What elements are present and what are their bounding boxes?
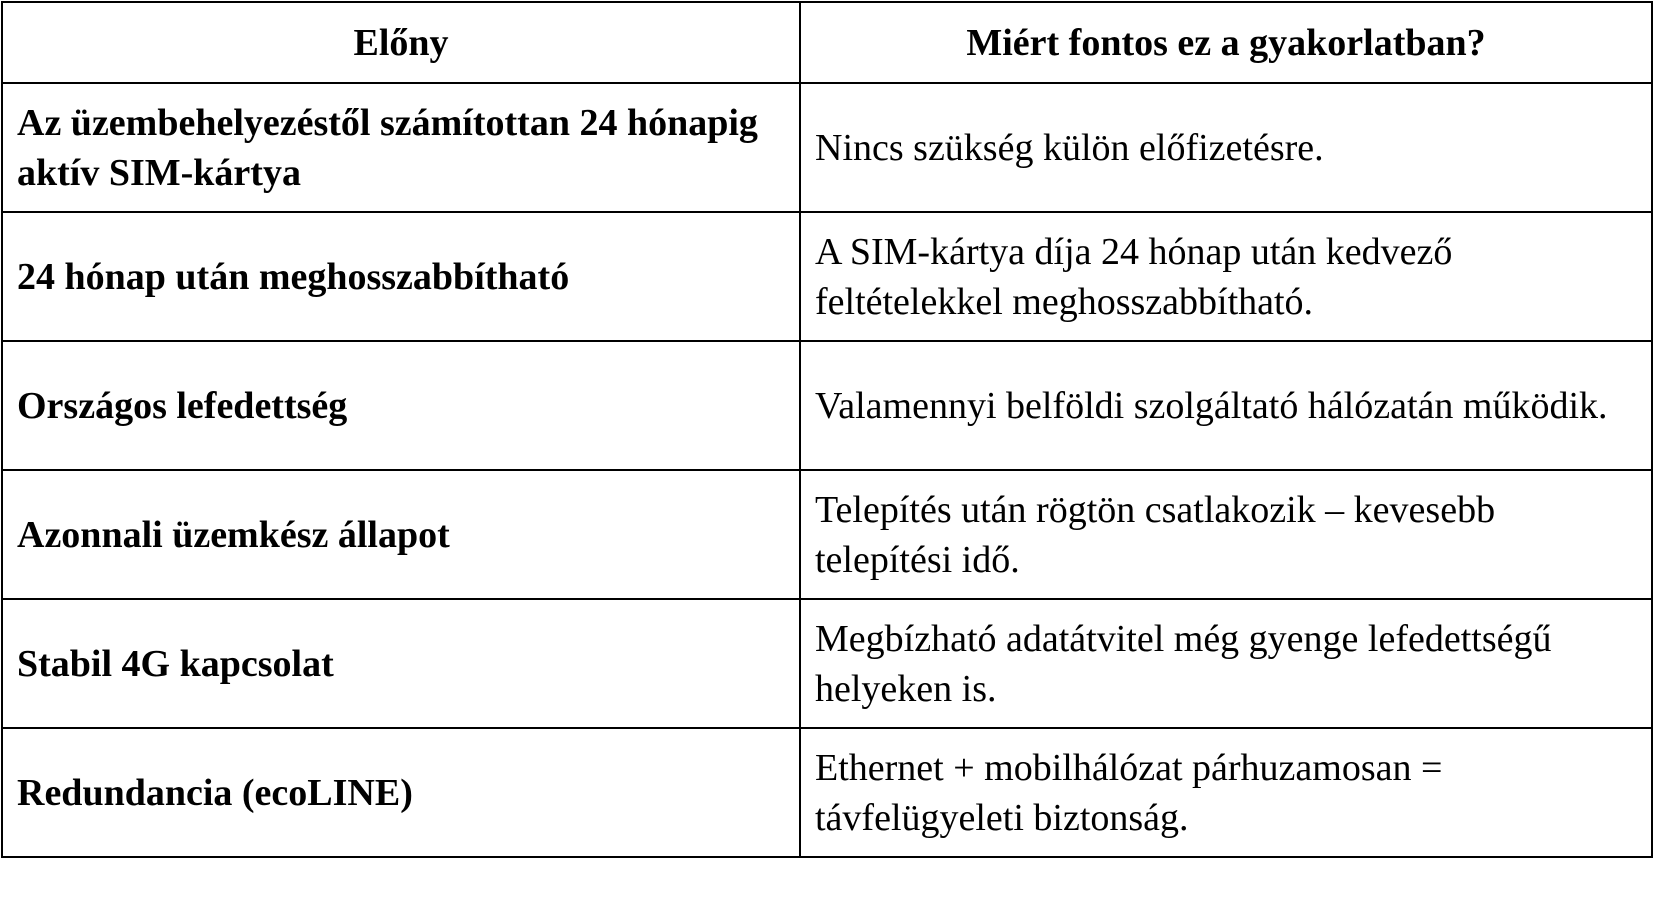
reason-cell: Megbízható adatátvitel még gyenge lefedettségű helyeken is. [800, 599, 1652, 728]
benefit-cell: Országos lefedettség [2, 341, 800, 470]
header-row [2, 2, 1652, 83]
table-row [2, 212, 1652, 341]
benefit-cell: Az üzembehelyezéstől számítottan 24 hónapig aktív SIM-kártya [2, 83, 800, 212]
table-row [2, 470, 1652, 599]
table-row [2, 599, 1652, 728]
table-body [2, 83, 1652, 857]
header-benefit: Előny [2, 2, 800, 83]
reason-cell: Ethernet + mobilhálózat párhuzamosan = távfelügyeleti biztonság. [800, 728, 1652, 857]
reason-cell: Nincs szükség külön előfizetésre. [800, 83, 1652, 212]
reason-cell: Telepítés után rögtön csatlakozik – kevesebb telepítési idő. [800, 470, 1652, 599]
benefit-cell: Stabil 4G kapcsolat [2, 599, 800, 728]
table-row [2, 341, 1652, 470]
table-row [2, 83, 1652, 212]
table-row [2, 728, 1652, 857]
benefits-table [1, 1, 1653, 858]
table-header [2, 2, 1652, 83]
benefit-cell: Azonnali üzemkész állapot [2, 470, 800, 599]
reason-cell: Valamennyi belföldi szolgáltató hálózatán működik. [800, 341, 1652, 470]
header-why-important: Miért fontos ez a gyakorlatban? [800, 2, 1652, 83]
reason-cell: A SIM-kártya díja 24 hónap után kedvező feltételekkel meghosszabbítható. [800, 212, 1652, 341]
benefit-cell: Redundancia (ecoLINE) [2, 728, 800, 857]
benefit-cell: 24 hónap után meghosszabbítható [2, 212, 800, 341]
